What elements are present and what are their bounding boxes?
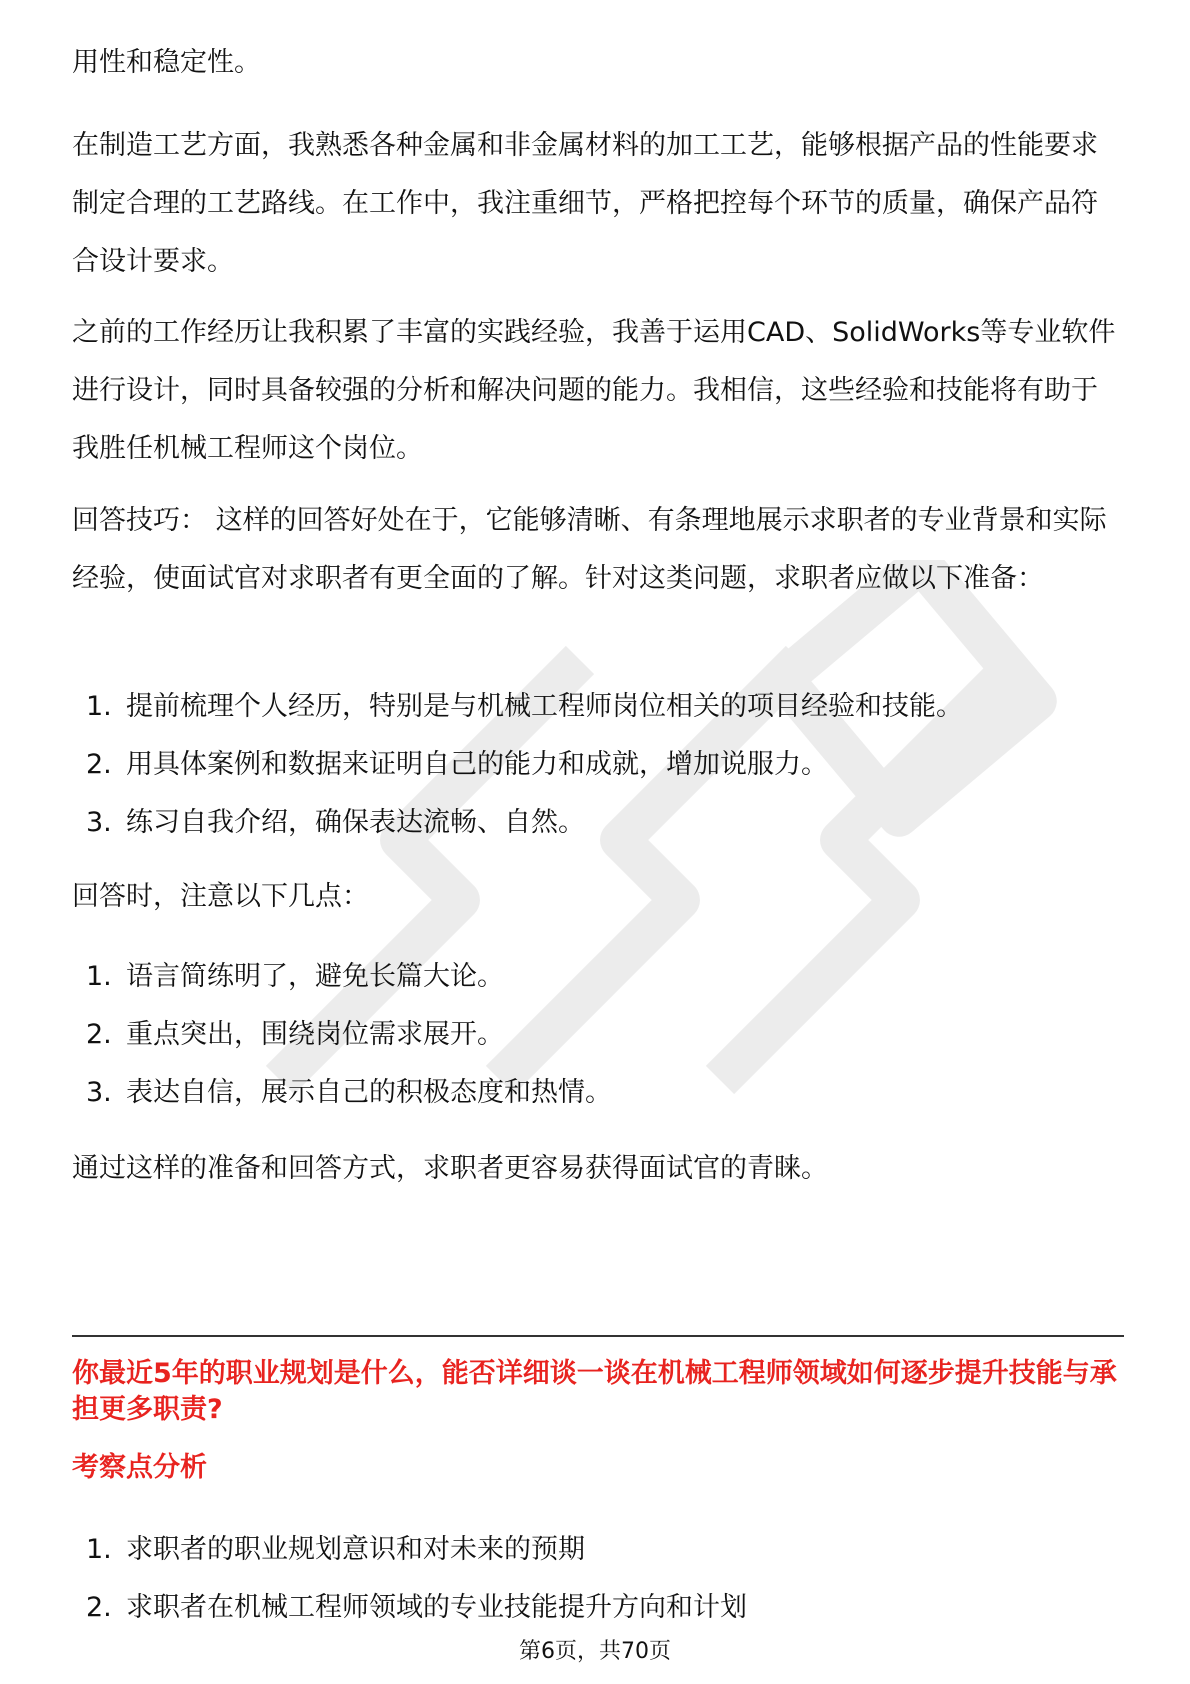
list-item: [72, 1006, 1122, 1064]
analysis-heading: 考察点分析: [72, 1452, 207, 1483]
list-number: 2.: [86, 749, 112, 780]
list-number: 3.: [86, 807, 112, 838]
list-item: [72, 1064, 1122, 1122]
list-item: [72, 1521, 1122, 1579]
list-number: 1.: [86, 1534, 112, 1565]
list-item-text: 重点突出，围绕岗位需求展开。: [126, 1019, 504, 1050]
page-number: 第6页，共70页: [519, 1639, 671, 1664]
list-item: [72, 678, 1122, 736]
list-item-text: 表达自信，展示自己的积极态度和热情。: [126, 1077, 612, 1108]
list-number: 1.: [86, 691, 112, 722]
paragraph-manufacturing: 在制造工艺方面，我熟悉各种金属和非金属材料的加工工艺，能够根据产品的性能要求制定合理的工艺路线。在工作中，我注重细节，严格把控每个环节的质量，确保产品符合设计要求。: [72, 130, 1098, 277]
question-title: 你最近5年的职业规划是什么，能否详细谈一谈在机械工程师领域如何逐步提升技能与承担更多职责?: [72, 1358, 1117, 1425]
list-number: 2.: [86, 1592, 112, 1623]
paragraph-continuation: 用性和稳定性。: [72, 47, 261, 78]
paragraph-answer-tips: 回答技巧： 这样的回答好处在于，它能够清晰、有条理地展示求职者的专业背景和实际经验，使面试官对求职者有更全面的了解。针对这类问题，求职者应做以下准备：: [72, 505, 1107, 594]
notice-list: [72, 948, 1122, 1122]
list-item: [72, 1579, 1122, 1637]
paragraph-notice: 回答时，注意以下几点：: [72, 881, 369, 912]
paragraph-experience: 之前的工作经历让我积累了丰富的实践经验，我善于运用CAD、SolidWorks等专业软件进行设计，同时具备较强的分析和解决问题的能力。我相信，这些经验和技能将有助于我胜任机械工程师这个岗位。: [72, 317, 1116, 464]
list-item: [72, 948, 1122, 1006]
analysis-list: [72, 1521, 1122, 1637]
list-item-text: 求职者在机械工程师领域的专业技能提升方向和计划: [126, 1592, 747, 1623]
list-item-text: 求职者的职业规划意识和对未来的预期: [126, 1534, 585, 1565]
list-number: 3.: [86, 1077, 112, 1108]
paragraph-conclusion: 通过这样的准备和回答方式，求职者更容易获得面试官的青睐。: [72, 1153, 828, 1184]
list-number: 1.: [86, 961, 112, 992]
preparation-list: [72, 678, 1122, 852]
list-item-text: 提前梳理个人经历，特别是与机械工程师岗位相关的项目经验和技能。: [126, 691, 963, 722]
list-item-text: 练习自我介绍，确保表达流畅、自然。: [126, 807, 585, 838]
list-item: [72, 736, 1122, 794]
list-item-text: 用具体案例和数据来证明自己的能力和成就，增加说服力。: [126, 749, 828, 780]
list-item-text: 语言简练明了，避免长篇大论。: [126, 961, 504, 992]
list-item: [72, 794, 1122, 852]
section-divider: [72, 1335, 1124, 1337]
list-number: 2.: [86, 1019, 112, 1050]
